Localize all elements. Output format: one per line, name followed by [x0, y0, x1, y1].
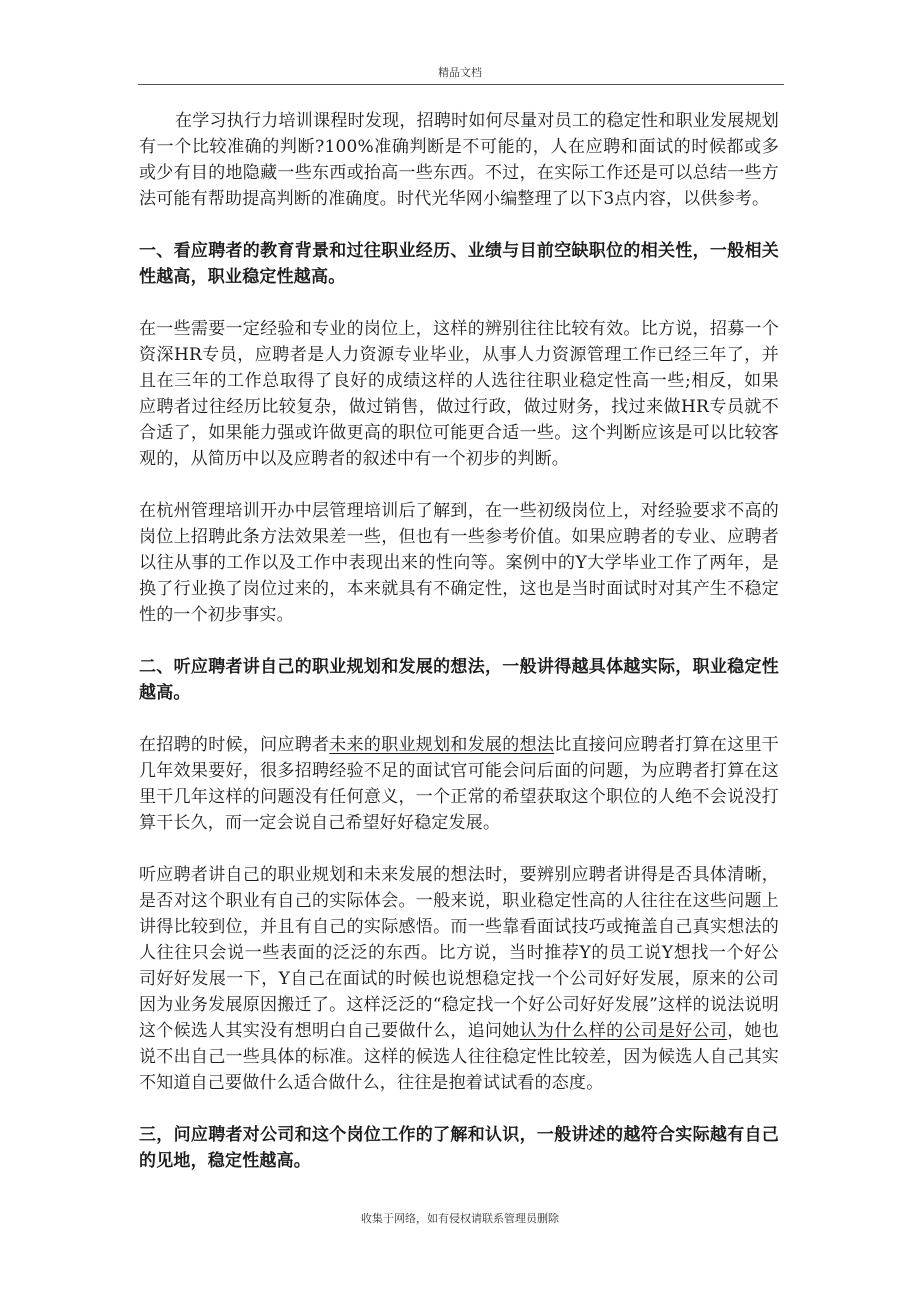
section-1-paragraph-1: 在一些需要一定经验和专业的岗位上，这样的辨别往往比较有效。比方说，招募一个资深HR专员，应聘者是人力资源专业毕业，从事人力资源管理工作已经三年了，并且在三年的工作总取得了良好的成绩这样的人选往往职业稳定性高一些;相反，如果应聘者过往经历比较复杂，做过销售，做过行政，做过财务，找过来做HR专员就不合适了，如果能力强或许做更高的职位可能更合适一些。这个判断应该是可以比较客观的，从简历中以及应聘者的叙述中有一个初步的判断。 — [139, 319, 779, 469]
section-2-heading: 二、听应聘者讲自己的职业规划和发展的想法，一般讲得越具体越实际，职业稳定性越高。 — [139, 657, 779, 703]
header-divider — [138, 84, 784, 85]
text-run: ，她也说不出自己一些具体的标准。这样的候选人往往稳定性比较差，因为候选人自己其实不知道自己要做什么适合做什么，往往是抱着试试看的态度。 — [139, 1021, 779, 1093]
text-run: 在招聘的时候，问应聘者 — [139, 735, 330, 755]
intro-paragraph: 在学习执行力培训课程时发现，招聘时如何尽量对员工的稳定性和职业发展规划有一个比较准确的判断?100%准确判断是不可能的，人在应聘和面试的时候都或多或少有目的地隐藏一些东西或抬高一些东西。不过，在实际工作还是可以总结一些方法可能有帮助提高判断的准确度。时代光华网小编整理了以下3点内容，以供参考。 — [139, 111, 779, 209]
underlined-phrase: 未来的职业规划和发展的想法 — [329, 735, 555, 755]
text-run: 比直接问应聘者打算在这里干几年效果要好，很多招聘经验不足的面试官可能会问后面的问题，为应聘者打算在这里干几年这样的问题没有任何意义，一个正常的希望获取这个职位的人绝不会说没打算干长久，而一定会说自己希望好好稳定发展。 — [139, 735, 779, 833]
text-run: 听应聘者讲自己的职业规划和未来发展的想法时，要辨别应聘者讲得是否具体清晰，是否对这个职业有自己的实际体会。一般来说，职业稳定性高的人往往在这些问题上讲得比较到位，并且有自己的实际感悟。而一些靠看面试技巧或掩盖自己真实想法的人往往只会说一些表面的泛泛的东西。比方说，当时推荐Y的员工说Y想找一个好公司好好发展一下，Y自己在面试的时候也说想稳定找一个公司好好发展，原来的公司因为业务发展原因搬迁了。这样泛泛的“稳定找一个好公司好好发展”这样的说法说明这个候选人其实没有想明白自己要做什么，追问她 — [139, 865, 779, 1041]
section-1-heading: 一、看应聘者的教育背景和过往职业经历、业绩与目前空缺职位的相关性，一般相关性越高，职业稳定性越高。 — [139, 241, 779, 287]
section-3-heading: 三，问应聘者对公司和这个岗位工作的了解和认识，一般讲述的越符合实际越有自己的见地，稳定性越高。 — [139, 1125, 779, 1171]
page-footer: 收集于网络，如有侵权请联系管理员删除 — [361, 1212, 559, 1225]
page-header: 精品文档 — [438, 66, 482, 79]
section-2-paragraph-2 — [139, 862, 779, 1096]
section-1-paragraph-2: 在杭州管理培训开办中层管理培训后了解到，在一些初级岗位上，对经验要求不高的岗位上招聘此条方法效果差一些，但也有一些参考价值。如果应聘者的专业、应聘者以往从事的工作以及工作中表现出来的性向等。案例中的Y大学毕业工作了两年，是换了行业换了岗位过来的，本来就具有不确定性，这也是当时面试时对其产生不稳定性的一个初步事实。 — [139, 501, 779, 625]
document-body — [139, 108, 779, 1174]
underlined-phrase: 认为什么样的公司是好公司 — [519, 1021, 728, 1041]
section-2-paragraph-1 — [139, 732, 779, 836]
